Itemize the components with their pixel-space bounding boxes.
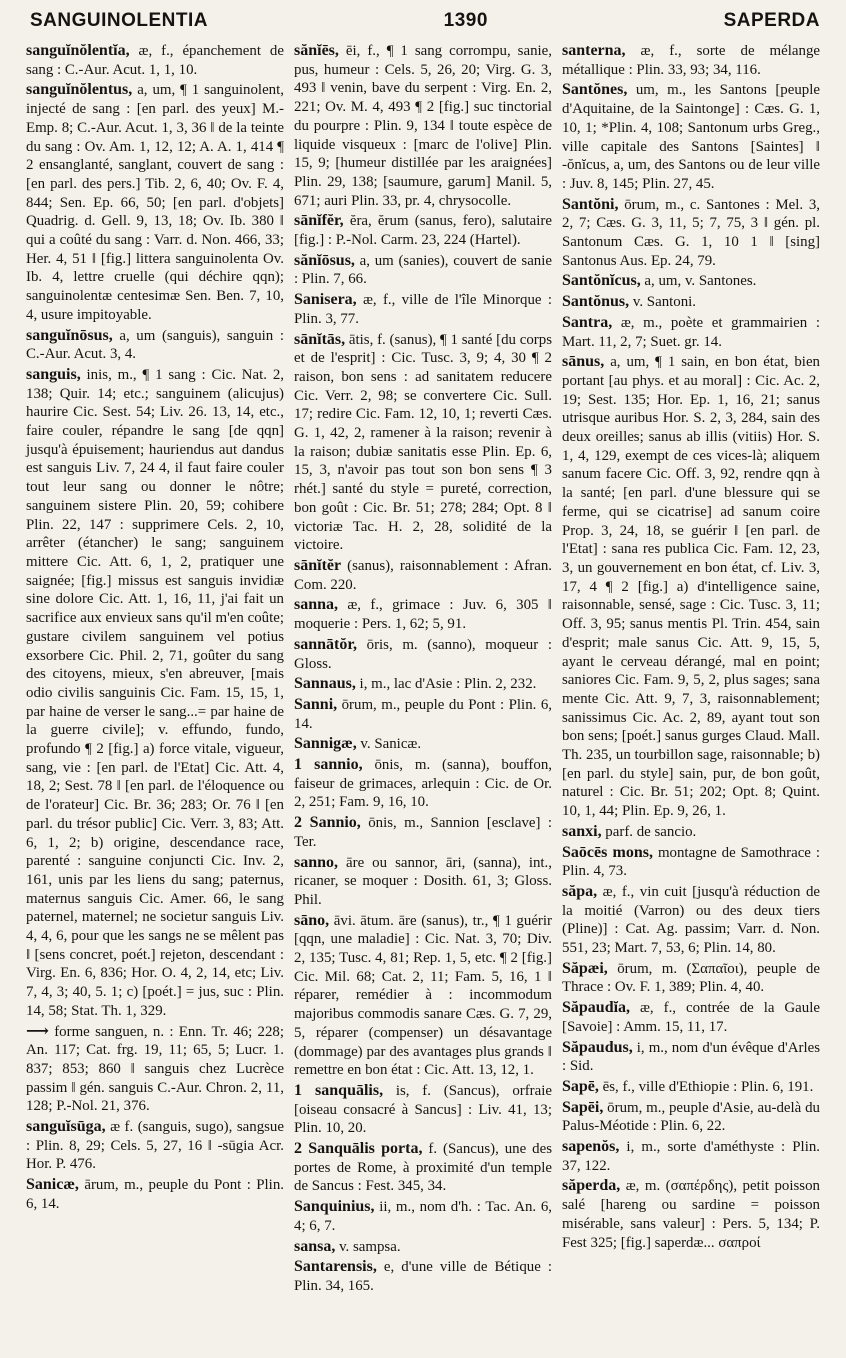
entry-headword: sānĭtĕr (294, 556, 342, 574)
entry-headword: Săpæi, (562, 959, 608, 977)
entry-headword: sansa, (294, 1237, 336, 1255)
entry-definition: (sanus), raisonnablement : Afran. Com. 220. (294, 557, 552, 593)
entry-definition: ārum, m., peuple du Pont : Plin. 6, 14. (26, 1177, 284, 1212)
entry-definition: f. (Sancus), une des portes de Rome, à proximité d'un temple de Sancus : Fest. 345, 34. (294, 1141, 553, 1195)
entry-headword: Santŏnus, (562, 293, 630, 311)
entry-definition: v. sampsa. (335, 1238, 401, 1255)
dictionary-entry (562, 272, 820, 291)
dictionary-entry (562, 293, 820, 312)
entry-headword: Săpaudĭa, (562, 999, 631, 1017)
entry-headword: 1 sanquālis, (294, 1081, 384, 1099)
entry-definition: āre ou sannor, āri, (sanna), int., ricaner, se moquer : Dosith. 61, 3; Gloss. Phil. (294, 854, 552, 908)
entry-headword: Santŏnĭcus, (562, 272, 641, 290)
dictionary-entry (26, 327, 284, 364)
dictionary-entry (562, 999, 820, 1036)
entry-headword: sānĭfĕr, (294, 212, 344, 230)
entry-definition: æ, f., contrée de la Gaule [Savoie] : Amm. 15, 11, 17. (562, 1000, 820, 1035)
entry-definition: v. Santoni. (629, 294, 697, 311)
column-2 (294, 42, 552, 1298)
entry-definition: i, m., sorte d'améthyste : Plin. 37, 122. (562, 1139, 820, 1174)
dictionary-entry (26, 42, 284, 79)
dictionary-entry (562, 1138, 820, 1175)
running-head (26, 10, 826, 36)
dictionary-entry (294, 1082, 552, 1138)
entry-headword: sānus, (562, 353, 605, 371)
entry-headword: 1 sannio, (294, 756, 363, 774)
entry-definition: e, d'une ville de Bétique : Plin. 34, 165. (294, 1259, 552, 1294)
entry-definition: ātis, f. (sanus), ¶ 1 santé [du corps et de l'esprit] : Cic. Tusc. 3, 9; 4, 30 ¶ 2 raison, bon sens : ad sanitatem reducere Cic. Verr. 2, 98; se convertere Cic. Sull. 17; redire Cic. Fam. 12, 10, 1; reverti Cæs. G. 1, 42, 2, ramener à la raison; revenir à la raison; dubiæ sanitatis esse Plin. Ep. 6, 15, 3, n'avoir pas tout son bon sens ¶ 3 rhét.] santé du style = pureté, correction, bon goût : Cic. Br. 51; 278; 284; Opt. 8 ‖ victoriæ Tac. H. 2, 28, solidité de la victoire. (294, 331, 552, 554)
entry-definition: æ, f., vin cuit [jusqu'à réduction de la moitié (Varron) ou des deux tiers (Pline)] : Cat. Ag. passim; Varr. d. Non. 551, 23; Mart. 7, 53, 6; Plin. 14, 80. (562, 883, 820, 957)
dictionary-entry (26, 1176, 284, 1213)
column-1 (26, 42, 284, 1298)
entry-definition: v. Sanicæ. (356, 736, 422, 753)
dictionary-entry (562, 353, 820, 821)
dictionary-entry (26, 81, 284, 324)
entry-definition: ōnis, m. (sanna), bouffon, faiseur de grimaces, arlequin : Cic. de Or. 2, 251; Fam. 9, 16, 10. (294, 757, 553, 811)
entry-definition: inis, m., ¶ 1 sang : Cic. Nat. 2, 138; Quir. 14; etc.; sanguinem (alicujus) haurire Cic. Sest. 54; Liv. 26. 13, 14, etc., faire couler, répandre le sang [de qqn] jusqu'à épuisement; hauriendus aut dandus est sanguis Liv. 7, 24 4, il faut faire couler tout leur sang ou donner le nôtre; sanguinem sistere Plin. 20, 59; cohibere Plin. 22, 147 : supprimere Cels. 2, 10, arrêter (étancher) le sang; sanguinem mittere Cic. Att. 6, 1, 2, pratiquer une saignée; [fig.] missus est sanguis invidiæ sine dolore Cic. Att. 1, 16, 11, j'ai fait un sacrifice aux envieux sans qu'il m'en coûte; gustare civilem sanguinem vel potius exsorbere Cic. Phil. 2, 71, goûter du sang des citoyens, mieux, s'en abreuver, [mais odio civilis sanguinis Cic. Fam. 15, 15, 1, par haine de verser le sang...= par haine de la guerre civile]; v. effundo, fundo, profundo ¶ 2 [fig.] a) force vitale, vigueur, sang, vie : [en parl. de l'Etat] Cic. Att. 4, 18, 2; Sest. 78 ‖ [en parl. de l'éloquence ou de l'orateur] Cic. Br. 36; 283; Or. 76 ‖ [en parl. du trésor public] Cic. Verr. 3, 83; Att. 6, 1, 2; b) origine, descendance race, parenté : sanguine conjuncti Cic. Inv. 2, 161, unis par les liens du sang; paternus, maternus sanguis Cic. Amer. 66, le sang paternel, maternel; ne societur sanguis Liv. 4, 4, 6, pour que les sangs ne se mêlent pas ‖ [sens concret, poét.] rejeton, descendant : Virg. En. 6, 836; Hor. O. 4, 2, 14, etc; Liv. 7, 4, 3; 40, 5. 1; c) [poét.] = jus, suc : Plin. 14, 58; Stat. Th. 1, 329. (26, 366, 284, 1019)
dictionary-entry (562, 823, 820, 842)
entry-headword: sanxi, (562, 822, 602, 840)
column-3 (562, 42, 820, 1298)
entry-headword: Sannaus, (294, 675, 356, 693)
entry-headword: sanguĭnŏlentĭa, (26, 42, 130, 59)
entry-definition: a, um, ¶ 1 sain, en bon état, bien portant [au phys. et au moral] : Cic. Ac. 2, 19; Sest. 135; Hor. Ep. 1, 16, 21; sanus utrisque auribus Hor. S. 2, 3, 284, sain des deux oreilles; sanus ab illis (vitiis) Hor. S. 1, 4, 129, exempt de ces vices-là; aliquem sanum facere Cic. Off. 3, 92, rendre qqn à la santé; [en parl. d'une blessure qui se ferme, qui se cicatrise] ad sanum coire Prop. 3, 24, 18, se guérir ‖ [en parl. de l'Etat] : sana res publica Cic. Fam. 12, 23, 3, un gouvernement en bon état, cf. Liv. 3, 17, 4 ¶ 2 [fig.] a) d'intelligence saine, raisonnable, sensé, sage : Cic. Tusc. 3, 11; Off. 3, 95; sanus mentis Pl. Trin. 454, sain d'esprit; male sanus Cic. Att. 9, 15, 5, ayant le cerveau dérangé, mal en point; saniores Cic. Fam. 9, 5, 2, plus sages; sana mente Cic. Att. 9, 7, 3, raisonnablement; sanissimus Cic. Ac. 2, 89, ayant tout son bon sens; [poét.] sanus gurges Claud. Mall. Th. 235, un tourbillon sage, raisonnable; b) [en parl. du style] sain, pur, de bon goût, naturel : Cic. Br. 51; 202; Opt. 8; Quint. 10, 1, 44; Plin. Ep. 9, 26, 1. (562, 354, 820, 820)
dictionary-entry (562, 196, 820, 271)
entry-headword: sanguis, (26, 365, 81, 383)
entry-headword: sanno, (294, 853, 339, 871)
dictionary-entry (294, 735, 552, 754)
entry-definition: forme sanguen, n. : Enn. Tr. 46; 228; An. 117; Cat. frg. 19, 11; 65, 5; Lucr. 1. 837; 853; 860 ‖ sanguis chez Lucrèce passim ‖ gén. sanguis C.-Aur. Chron. 2, 11, 128; P.-Nol. 21, 376. (26, 1023, 284, 1115)
entry-headword: sapenŏs, (562, 1138, 620, 1156)
entry-headword: sāno, (294, 911, 330, 929)
entry-definition: ōrum, m. (Σαπαῖοι), peuple de Thrace : Ov. F. 1, 389; Plin. 4, 40. (562, 960, 820, 996)
dictionary-entry (294, 696, 552, 733)
entry-definition: æ f. (sanguis, sugo), sangsue : Plin. 8, 29; Cels. 5, 27, 16 ‖ -sūgia Acr. Hor. P. 476. (26, 1119, 284, 1173)
entry-headword: Sanni, (294, 695, 338, 713)
dictionary-entry (294, 596, 552, 633)
dictionary-entry (26, 366, 284, 1021)
dictionary-entry (294, 1140, 552, 1196)
dictionary-entry (294, 814, 552, 851)
entry-headword: sanguĭnŏlentus, (26, 81, 133, 99)
dictionary-entry (294, 675, 552, 694)
entry-definition: æ, f., sorte de mélange métallique : Plin. 33, 93; 34, 116. (562, 43, 820, 78)
columns (26, 42, 826, 1298)
entry-definition: i, m., nom d'un évêque d'Arles : Sid. (562, 1039, 820, 1075)
entry-definition: æ, f., grimace : Juv. 6, 305 ‖ moquerie : Pers. 1, 62; 5, 91. (294, 597, 552, 633)
entry-definition: a, um (sanguis), sanguin : C.-Aur. Acut. 3, 4. (26, 327, 284, 363)
dictionary-entry (294, 557, 552, 594)
dictionary-entry (562, 314, 820, 351)
dictionary-entry (562, 81, 820, 193)
page-number: 1390 (443, 10, 488, 31)
dictionary-entry (294, 1238, 552, 1257)
entry-headword: sănĭōsus, (294, 251, 355, 269)
entry-definition: montagne de Samothrace : Plin. 4, 73. (562, 844, 821, 880)
dictionary-entry (294, 756, 552, 812)
dictionary-entry (562, 844, 820, 881)
dictionary-entry (26, 1118, 284, 1174)
dictionary-entry (294, 212, 552, 249)
dictionary-entry (294, 331, 552, 555)
entry-headword: Santarensis, (294, 1258, 377, 1276)
entry-headword: sanguĭnōsus, (26, 326, 113, 344)
entry-definition: āvi. ātum. āre (sanus), tr., ¶ 1 guérir [qqn, une maladie] : Cic. Nat. 3, 70; Div. 2, 135; Tusc. 4, 81; Rep. 1, 5, etc. ¶ 2 [fig.] Cic. Mil. 68; Cat. 2, 11; Fam. 5, 16, 1 ‖ réparer, remédier à : incommodum majoribus commodis sanare Cæs. G. 7, 29, 5, réparer (compenser) un désavantage (dommage) par des avantages plus grands ‖ remettre en bon état : Cic. Att. 13, 12, 1. (294, 912, 552, 1079)
entry-definition: æ, m., poète et grammairien : Mart. 11, 2, 7; Suet. gr. 14. (562, 314, 820, 350)
entry-headword: 2 Sanquālis porta, (294, 1140, 423, 1158)
entry-headword: 2 Sannio, (294, 814, 361, 832)
entry-headword: sannātŏr, (294, 635, 357, 653)
entry-headword: Santra, (562, 313, 613, 331)
entry-definition: ii, m., nom d'h. : Tac. An. 6, 4; 6, 7. (294, 1199, 552, 1234)
entry-definition: a, um, ¶ 1 sanguinolent, injecté de sang : [en parl. des yeux] M.-Emp. 8; C.-Aur. Acut. 1, 3, 36 ‖ de la teinte du sang : Ov. Am. 1, 12, 12; A. A. 1, 414 ¶ 2 ensanglanté, sanglant, couvert de sang : [en parl. des pers.] Tib. 2, 6, 40; Ov. F. 4, 844; Sen. Ep. 66, 50; [en parl. d'objets] Quadrig. d. Gell. 9, 13, 18; Ov. Ib. 380 ‖ qui a coûté du sang : Varr. d. Non. 466, 33; Her. 4, 51 ‖ [fig.] littera sanguinolenta Ov. Ib. 4, lettre cruelle (qui déchire qqn); sanguinolentæ centesimæ Sen. Ben. 7, 10, 4, usure impitoyable. (26, 82, 284, 323)
entry-headword: sanguĭsūga, (26, 1118, 106, 1136)
entry-definition: ōris, m. (sanno), moqueur : Gloss. (294, 636, 552, 672)
entry-headword: Santŏnes, (562, 81, 628, 99)
entry-definition: a, um (sanies), couvert de sanie : Plin. 7, 66. (294, 252, 552, 288)
entry-headword: săpa, (562, 882, 598, 900)
entry-definition: ēi, f., ¶ 1 sang corrompu, sanie, pus, humeur : Cels. 5, 26, 20; Virg. G. 3, 493 ‖ venin, bave du serpent : Virg. En. 2, 221; Ov. M. 4, 493 ¶ 2 [fig.] suc tinctorial du pourpre : Plin. 9, 134 ‖ toute espèce de liquide visqueux : [marc de l'olive] Plin. 15, 9; [humeur distillée par les araignées] Plin. 29, 138; [saumure, garum] Manil. 5, 671; auri Plin. 33, pr. 4, chrysocolle. (294, 43, 552, 209)
dictionary-entry (562, 1177, 820, 1252)
entry-headword: Sapēi, (562, 1098, 604, 1116)
entry-definition: æ, m. (σαπέρδης), petit poisson salé [hareng ou sardine = poisson misérable, sans valeur] : Pers. 5, 134; P. Fest 325; [fig.] saperdæ... σαπροί (562, 1178, 820, 1251)
dictionary-entry (294, 291, 552, 328)
entry-definition: a, um, v. Santones. (640, 273, 757, 290)
entry-headword: Sanisera, (294, 291, 357, 309)
entry-definition: ōrum, m., peuple d'Asie, au-delà du Palus-Méotide : Plin. 6, 22. (562, 1099, 820, 1135)
running-head-left: SANGUINOLENTIA (30, 10, 208, 31)
dictionary-entry (562, 960, 820, 997)
entry-definition: i, m., lac d'Asie : Plin. 2, 232. (355, 676, 537, 693)
entry-headword: Sapē, (562, 1077, 599, 1095)
entry-definition: æ, f., épanchement de sang : C.-Aur. Acut. 1, 1, 10. (26, 43, 284, 78)
dictionary-entry (294, 1258, 552, 1295)
entry-headword: Săpaudus, (562, 1038, 633, 1056)
dictionary-entry (26, 1023, 284, 1117)
entry-definition: ĕra, ĕrum (sanus, fero), salutaire [fig.] : P.-Nol. Carm. 23, 224 (Hartel). (294, 213, 552, 249)
entry-headword: santerna, (562, 42, 626, 59)
entry-definition: ōrum, m., c. Santones : Mel. 3, 2, 7; Cæs. G. 3, 11, 5; 7, 75, 3 ‖ gén. pl. Santonum Cæs. G. 1, 10 1 ‖ [sing] Santonus Aus. Ep. 24, 79. (562, 196, 820, 269)
dictionary-entry (562, 42, 820, 79)
entry-headword: Saōcēs mons, (562, 843, 654, 861)
dictionary-entry (562, 1078, 820, 1097)
entry-definition: parf. de sancio. (601, 823, 697, 840)
dictionary-entry (562, 883, 820, 958)
entry-headword: Santŏni, (562, 195, 619, 213)
dictionary-entry (294, 252, 552, 289)
entry-definition: ēs, f., ville d'Ethiopie : Plin. 6, 191. (598, 1078, 814, 1095)
dictionary-entry (562, 1039, 820, 1076)
dictionary-entry (294, 854, 552, 910)
entry-headword: sanna, (294, 596, 339, 614)
dictionary-entry (294, 636, 552, 673)
entry-headword: Sanquinius, (294, 1198, 375, 1216)
entry-headword: sānĭtās, (294, 330, 346, 348)
entry-definition: æ, f., ville de l'île Minorque : Plin. 3, 77. (294, 292, 552, 327)
entry-headword: Sannigæ, (294, 735, 357, 753)
running-head-right: SAPERDA (723, 10, 820, 31)
entry-definition: ōrum, m., peuple du Pont : Plin. 6, 14. (294, 696, 552, 732)
dictionary-entry (294, 42, 552, 210)
entry-definition: is, f. (Sancus), orfraie [oiseau consacré à Sancus] : Liv. 41, 13; Plin. 10, 20. (294, 1082, 552, 1137)
entry-definition: ōnis, m., Sannion [esclave] : Ter. (294, 815, 552, 850)
entry-headword: Sanicæ, (26, 1176, 79, 1194)
entry-headword: sănĭēs, (294, 42, 339, 59)
entry-definition: um, m., les Santons [peuple d'Aquitaine, de la Saintonge] : Cæs. G. 1, 10, 1; *Plin. 4, 108; Santonum urbs Greg., ville capitale des Santons [Saintes] ‖ -ŏnĭcus, a, um, des Santons ou de leur ville : Juv. 8, 145; Plin. 27, 45. (562, 82, 820, 192)
entry-headword: ⟶ (26, 1022, 49, 1040)
dictionary-entry (562, 1099, 820, 1136)
dictionary-entry (294, 912, 552, 1080)
dictionary-entry (294, 1198, 552, 1235)
entry-headword: săperda, (562, 1177, 621, 1195)
